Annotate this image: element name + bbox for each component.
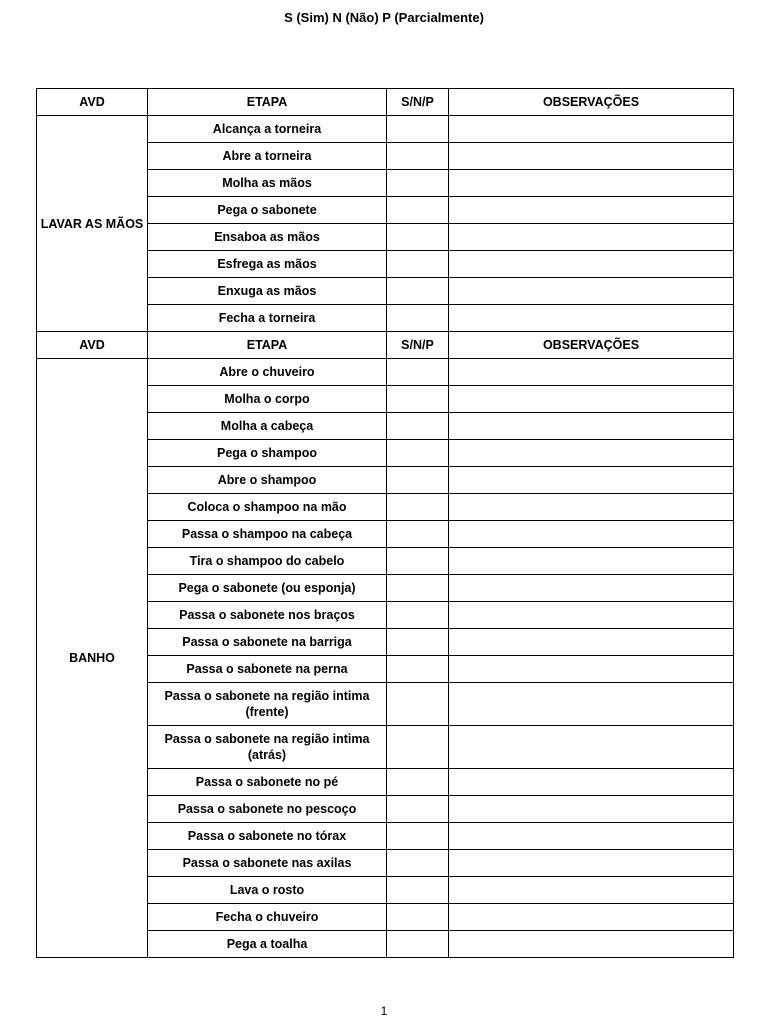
etapa-cell: Fecha o chuveiro xyxy=(148,904,387,931)
observacoes-input-cell[interactable] xyxy=(449,467,734,494)
etapa-cell: Passa o sabonete no pescoço xyxy=(148,796,387,823)
observacoes-input-cell[interactable] xyxy=(449,850,734,877)
observacoes-input-cell[interactable] xyxy=(449,683,734,726)
snp-input-cell[interactable] xyxy=(387,440,449,467)
snp-input-cell[interactable] xyxy=(387,143,449,170)
etapa-cell: Lava o rosto xyxy=(148,877,387,904)
snp-input-cell[interactable] xyxy=(387,877,449,904)
snp-input-cell[interactable] xyxy=(387,413,449,440)
observacoes-input-cell[interactable] xyxy=(449,877,734,904)
header-etapa: ETAPA xyxy=(148,332,387,359)
etapa-cell: Abre o chuveiro xyxy=(148,359,387,386)
etapa-cell: Passa o sabonete na região intima (atrás) xyxy=(148,726,387,769)
observacoes-input-cell[interactable] xyxy=(449,305,734,332)
etapa-cell: Pega o sabonete xyxy=(148,197,387,224)
observacoes-input-cell[interactable] xyxy=(449,494,734,521)
snp-input-cell[interactable] xyxy=(387,359,449,386)
snp-input-cell[interactable] xyxy=(387,656,449,683)
header-avd: AVD xyxy=(37,332,148,359)
snp-input-cell[interactable] xyxy=(387,170,449,197)
etapa-cell: Passa o sabonete no tórax xyxy=(148,823,387,850)
observacoes-input-cell[interactable] xyxy=(449,931,734,958)
snp-input-cell[interactable] xyxy=(387,224,449,251)
etapa-cell: Fecha a torneira xyxy=(148,305,387,332)
etapa-cell: Esfrega as mãos xyxy=(148,251,387,278)
header-etapa: ETAPA xyxy=(148,89,387,116)
snp-input-cell[interactable] xyxy=(387,494,449,521)
snp-input-cell[interactable] xyxy=(387,197,449,224)
table-header-row xyxy=(37,332,734,359)
etapa-cell: Pega o shampoo xyxy=(148,440,387,467)
etapa-cell: Coloca o shampoo na mão xyxy=(148,494,387,521)
observacoes-input-cell[interactable] xyxy=(449,224,734,251)
observacoes-input-cell[interactable] xyxy=(449,823,734,850)
snp-input-cell[interactable] xyxy=(387,931,449,958)
etapa-cell: Passa o shampoo na cabeça xyxy=(148,521,387,548)
etapa-cell: Molha o corpo xyxy=(148,386,387,413)
etapa-cell: Ensaboa as mãos xyxy=(148,224,387,251)
observacoes-input-cell[interactable] xyxy=(449,413,734,440)
header-observacoes: OBSERVAÇÕES xyxy=(449,332,734,359)
etapa-cell: Passa o sabonete na perna xyxy=(148,656,387,683)
observacoes-input-cell[interactable] xyxy=(449,575,734,602)
avd-checklist-table xyxy=(36,88,734,958)
observacoes-input-cell[interactable] xyxy=(449,197,734,224)
etapa-cell: Abre a torneira xyxy=(148,143,387,170)
observacoes-input-cell[interactable] xyxy=(449,440,734,467)
observacoes-input-cell[interactable] xyxy=(449,726,734,769)
snp-input-cell[interactable] xyxy=(387,116,449,143)
observacoes-input-cell[interactable] xyxy=(449,278,734,305)
snp-input-cell[interactable] xyxy=(387,602,449,629)
header-snp: S/N/P xyxy=(387,89,449,116)
etapa-cell: Passa o sabonete no pé xyxy=(148,769,387,796)
observacoes-input-cell[interactable] xyxy=(449,359,734,386)
observacoes-input-cell[interactable] xyxy=(449,904,734,931)
etapa-cell: Alcança a torneira xyxy=(148,116,387,143)
etapa-cell: Passa o sabonete na região intima (frente) xyxy=(148,683,387,726)
table-header-row xyxy=(37,89,734,116)
etapa-cell: Abre o shampoo xyxy=(148,467,387,494)
table-row xyxy=(37,116,734,143)
observacoes-input-cell[interactable] xyxy=(449,170,734,197)
snp-input-cell[interactable] xyxy=(387,548,449,575)
etapa-cell: Pega a toalha xyxy=(148,931,387,958)
page-title: S (Sim) N (Não) P (Parcialmente) xyxy=(284,10,484,25)
etapa-cell: Molha a cabeça xyxy=(148,413,387,440)
avd-name-cell: BANHO xyxy=(37,359,148,958)
table-row xyxy=(37,359,734,386)
snp-input-cell[interactable] xyxy=(387,823,449,850)
observacoes-input-cell[interactable] xyxy=(449,548,734,575)
observacoes-input-cell[interactable] xyxy=(449,251,734,278)
snp-input-cell[interactable] xyxy=(387,278,449,305)
etapa-cell: Passa o sabonete na barriga xyxy=(148,629,387,656)
header-snp: S/N/P xyxy=(387,332,449,359)
header-avd: AVD xyxy=(37,89,148,116)
etapa-cell: Tira o shampoo do cabelo xyxy=(148,548,387,575)
etapa-cell: Pega o sabonete (ou esponja) xyxy=(148,575,387,602)
snp-input-cell[interactable] xyxy=(387,683,449,726)
observacoes-input-cell[interactable] xyxy=(449,769,734,796)
snp-input-cell[interactable] xyxy=(387,575,449,602)
snp-input-cell[interactable] xyxy=(387,850,449,877)
snp-input-cell[interactable] xyxy=(387,251,449,278)
etapa-cell: Passa o sabonete nas axilas xyxy=(148,850,387,877)
snp-input-cell[interactable] xyxy=(387,521,449,548)
etapa-cell: Passa o sabonete nos braços xyxy=(148,602,387,629)
observacoes-input-cell[interactable] xyxy=(449,143,734,170)
observacoes-input-cell[interactable] xyxy=(449,629,734,656)
header-observacoes: OBSERVAÇÕES xyxy=(449,89,734,116)
snp-input-cell[interactable] xyxy=(387,467,449,494)
snp-input-cell[interactable] xyxy=(387,769,449,796)
snp-input-cell[interactable] xyxy=(387,796,449,823)
snp-input-cell[interactable] xyxy=(387,726,449,769)
observacoes-input-cell[interactable] xyxy=(449,796,734,823)
snp-input-cell[interactable] xyxy=(387,904,449,931)
observacoes-input-cell[interactable] xyxy=(449,602,734,629)
avd-name-cell: LAVAR AS MÃOS xyxy=(37,116,148,332)
observacoes-input-cell[interactable] xyxy=(449,116,734,143)
snp-input-cell[interactable] xyxy=(387,305,449,332)
observacoes-input-cell[interactable] xyxy=(449,521,734,548)
etapa-cell: Molha as mãos xyxy=(148,170,387,197)
observacoes-input-cell[interactable] xyxy=(449,656,734,683)
observacoes-input-cell[interactable] xyxy=(449,386,734,413)
page-number: 1 xyxy=(380,1004,388,1018)
snp-input-cell[interactable] xyxy=(387,629,449,656)
etapa-cell: Enxuga as mãos xyxy=(148,278,387,305)
snp-input-cell[interactable] xyxy=(387,386,449,413)
